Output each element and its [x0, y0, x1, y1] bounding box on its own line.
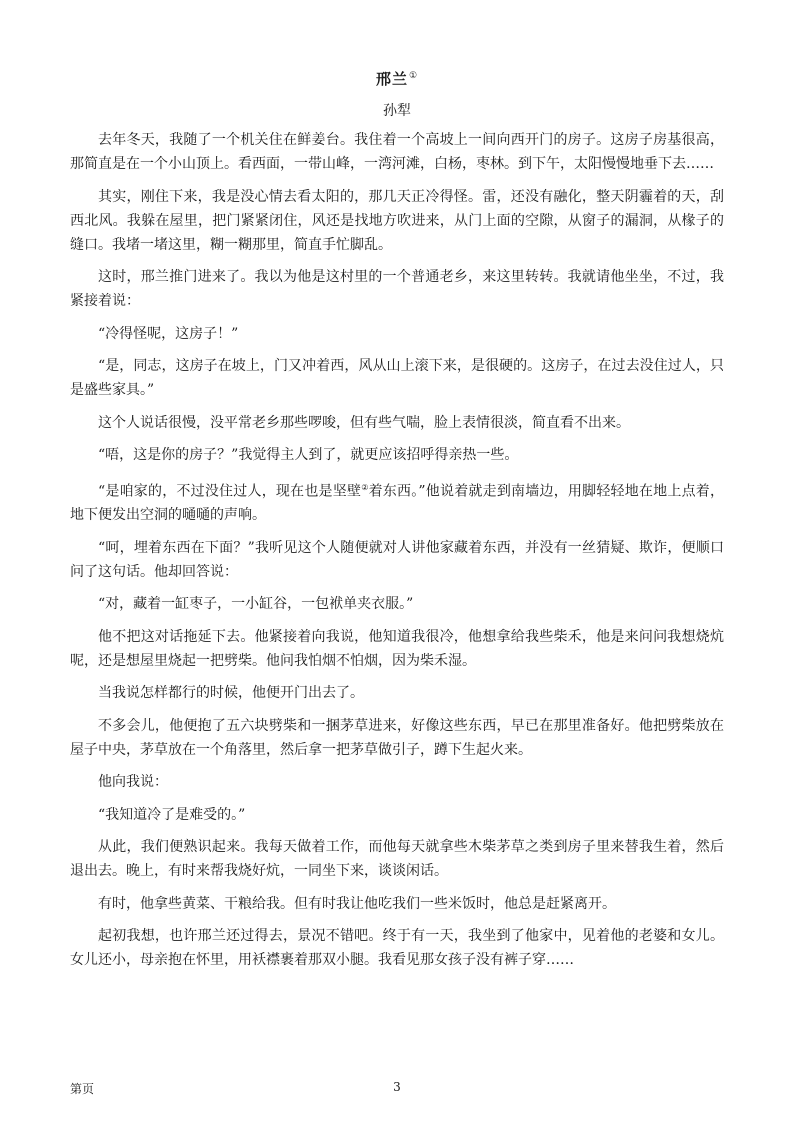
- paragraph: 去年冬天，我随了一个机关住在鲜姜台。我住着一个高坡上一间向西开门的房子。这房子房基很高，那简直是在一个小山顶上。看西面，一带山峰，一湾河滩，白杨，枣林。到下午，太阳慢慢地垂下去……: [70, 132, 724, 172]
- paragraph: 他不把这对话拖延下去。他紧接着向我说，他知道我很冷，他想拿给我些柴禾，他是来问问我想烧炕呢，还是想屋里烧起一把劈柴。他问我怕烟不怕烟，因为柴禾湿。: [70, 628, 724, 669]
- paragraph: “我知道冷了是难受的。”: [98, 806, 246, 823]
- paragraph-text: “是咱家的，不过没住过人，现在也是坚壁: [98, 483, 362, 500]
- paragraph: 这个人说话很慢，没平常老乡那些啰唆，但有些气喘，脸上表情很淡，简直看不出来。: [98, 414, 630, 431]
- footnote-marker: ②: [361, 482, 369, 492]
- paragraph: 不多会儿，他便抱了五六块劈柴和一捆茅草进来，好像这些东西，早已在那里准备好。他把劈柴放在屋子中央，茅草放在一个角落里，然后拿一把茅草做引子，蹲下生起火来。: [70, 717, 724, 758]
- paragraph: 其实，刚住下来，我是没心情去看太阳的，那几天正冷得怪。雷，还没有融化，整天阴霾着的天，刮西北风。我躲在屋里，把门紧紧闭住，风还是找地方吹进来，从门上面的空隙，从窗子的漏洞，从椽子的缝口。我堵一堵这里，糊一糊那里，简直手忙脚乱。: [70, 188, 724, 253]
- article-body: [70, 128, 724, 981]
- article-title: [0, 68, 794, 89]
- paragraph: “是，同志，这房子在坡上，门又冲着西，风从山上滚下来，是很硬的。这房子，在过去没住过人，只是盛些家具。”: [70, 358, 724, 398]
- paragraph: “唔，这是你的房子？”我觉得主人到了，就更应该招呼得亲热一些。: [98, 447, 519, 463]
- paragraph: 起初我想，也许邢兰还过得去，景况不错吧。终于有一天，我坐到了他家中，见着他的老婆和女儿。女儿还小，母亲抱在怀里，用袄襟裹着那双小腿。我看见那女孩子没有裤子穿……: [70, 928, 724, 969]
- paragraph: 这时，邢兰推门进来了。我以为他是这村里的一个普通老乡，来这里转转。我就请他坐坐，不过，我紧接着说：: [70, 269, 724, 309]
- paragraph-text: 着东西。”他说着就走到南墙边，用脚轻轻地在地上点着，地下便发出空洞的嗵嗵的声响。: [70, 483, 725, 524]
- paragraph: “对，藏着一缸枣子，一小缸谷，一包袱单夹衣服。”: [98, 596, 414, 613]
- page-number: 3: [393, 1080, 401, 1094]
- paragraph: 他向我说：: [98, 774, 168, 791]
- paragraph: 从此，我们便熟识起来。我每天做着工作，而他每天就拿些木柴茅草之类到房子里来替我生着，然后退出去。晚上，有时来帮我烧好炕，一同坐下来，谈谈闲话。: [70, 839, 724, 880]
- paragraph: “冷得怪呢，这房子！”: [98, 325, 239, 342]
- paragraph: 有时，他拿些黄菜、干粮给我。但有时我让他吃我们一些米饭时，他总是赶紧离开。: [98, 895, 616, 912]
- title-footnote-marker: ①: [408, 71, 419, 81]
- author-name: 孙犁: [383, 103, 411, 119]
- paragraph: 当我说怎样都行的时候，他便开门出去了。: [98, 685, 364, 702]
- footer-label: 第页: [70, 1082, 95, 1096]
- paragraph-with-footnote: [70, 476, 724, 528]
- title-text: 邢兰: [375, 70, 408, 88]
- paragraph: “呵，埋着东西在下面？”我听见这个人随便就对人讲他家藏着东西，并没有一丝猜疑、欺诈，便顺口问了这句话。他却回答说：: [70, 539, 724, 580]
